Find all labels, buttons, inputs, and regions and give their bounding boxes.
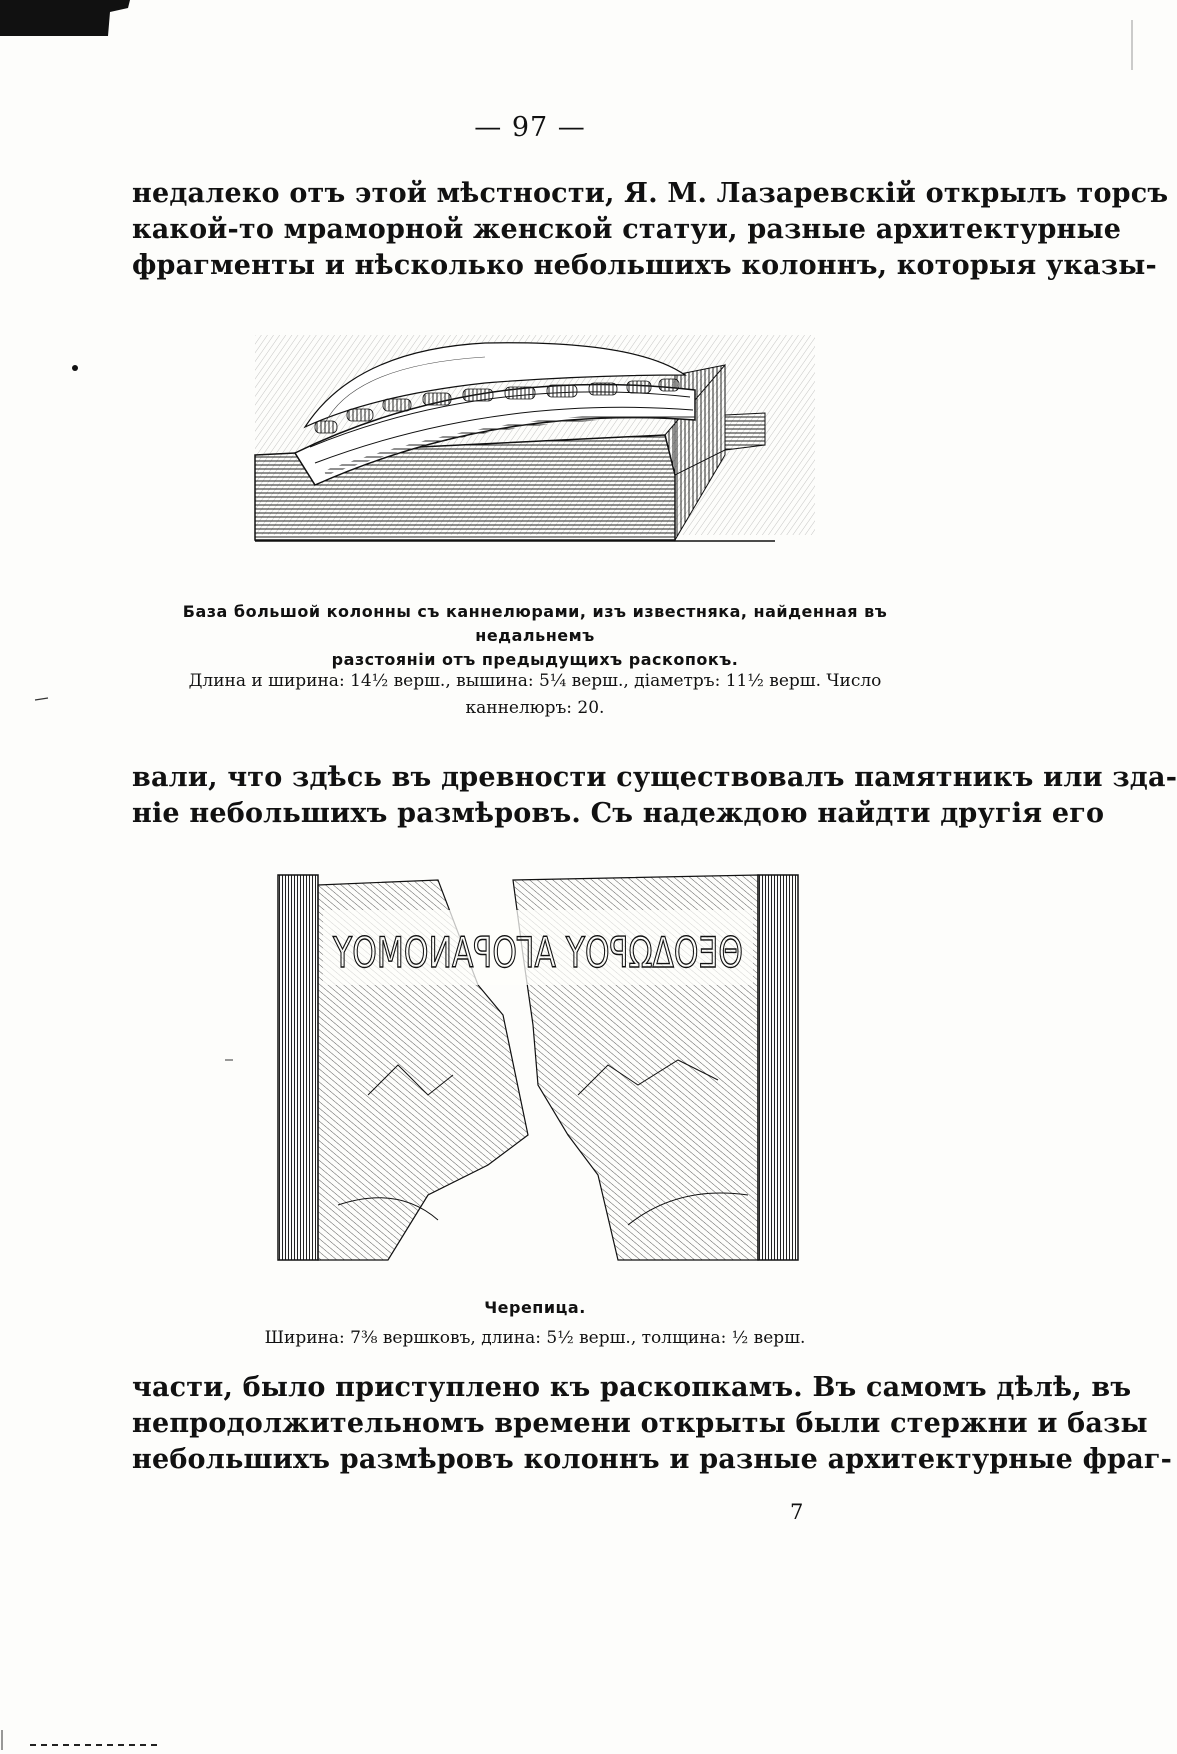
paragraph-middle xyxy=(132,760,1177,832)
text-line: какой-то мраморной женской статуи, разные архитектурные xyxy=(132,214,1122,245)
paragraph-top xyxy=(132,176,1169,284)
scan-corner-mark xyxy=(0,0,130,36)
caption-line: Длина и ширина: 14½ верш., вышина: 5¼ верш., діаметръ: 11½ верш. Число xyxy=(188,671,882,691)
page-number: — 97 — xyxy=(474,112,586,143)
figure1-caption-title xyxy=(120,600,950,672)
text-line: ніе небольшихъ размѣровъ. Съ надеждою найдти другія его xyxy=(132,798,1105,829)
caption-line: База большой колонны съ каннелюрами, изъ известняка, найденная въ недальнемъ xyxy=(182,602,888,645)
text-line: части, было приступлено къ раскопкамъ. Въ самомъ дѣлѣ, въ xyxy=(132,1372,1132,1403)
column-base-engraving xyxy=(255,335,815,575)
text-line: фрагменты и нѣсколько небольшихъ колоннъ, которыя указы- xyxy=(132,250,1157,281)
caption-line: разстояніи отъ предыдущихъ раскопокъ. xyxy=(331,650,739,669)
caption-line: каннелюръ: 20. xyxy=(465,698,605,718)
signature-mark: 7 xyxy=(790,1500,804,1524)
text-line: вали, что здѣсь въ древности существовалъ памятникъ или зда- xyxy=(132,762,1177,793)
tile-inscription: ΘΕΟΔΩΡΟΥ ΑΓΟΡΑΝΟΜΟΥ xyxy=(332,928,743,977)
roof-tile-engraving xyxy=(278,865,798,1265)
paragraph-bottom xyxy=(132,1370,1173,1478)
figure1-caption-dimensions xyxy=(130,668,940,722)
figure2-caption-title: Черепица. xyxy=(484,1298,586,1317)
text-line: непродолжительномъ времени открыты были стержни и базы xyxy=(132,1408,1148,1439)
text-line: недалеко отъ этой мѣстности, Я. М. Лазаревскій открылъ торсъ xyxy=(132,178,1169,209)
figure2-caption-dimensions: Ширина: 7⅜ вершковъ, длина: 5½ верш., толщина: ½ верш. xyxy=(264,1328,806,1348)
text-line: небольшихъ размѣровъ колоннъ и разные архитектурные фраг- xyxy=(132,1444,1173,1475)
